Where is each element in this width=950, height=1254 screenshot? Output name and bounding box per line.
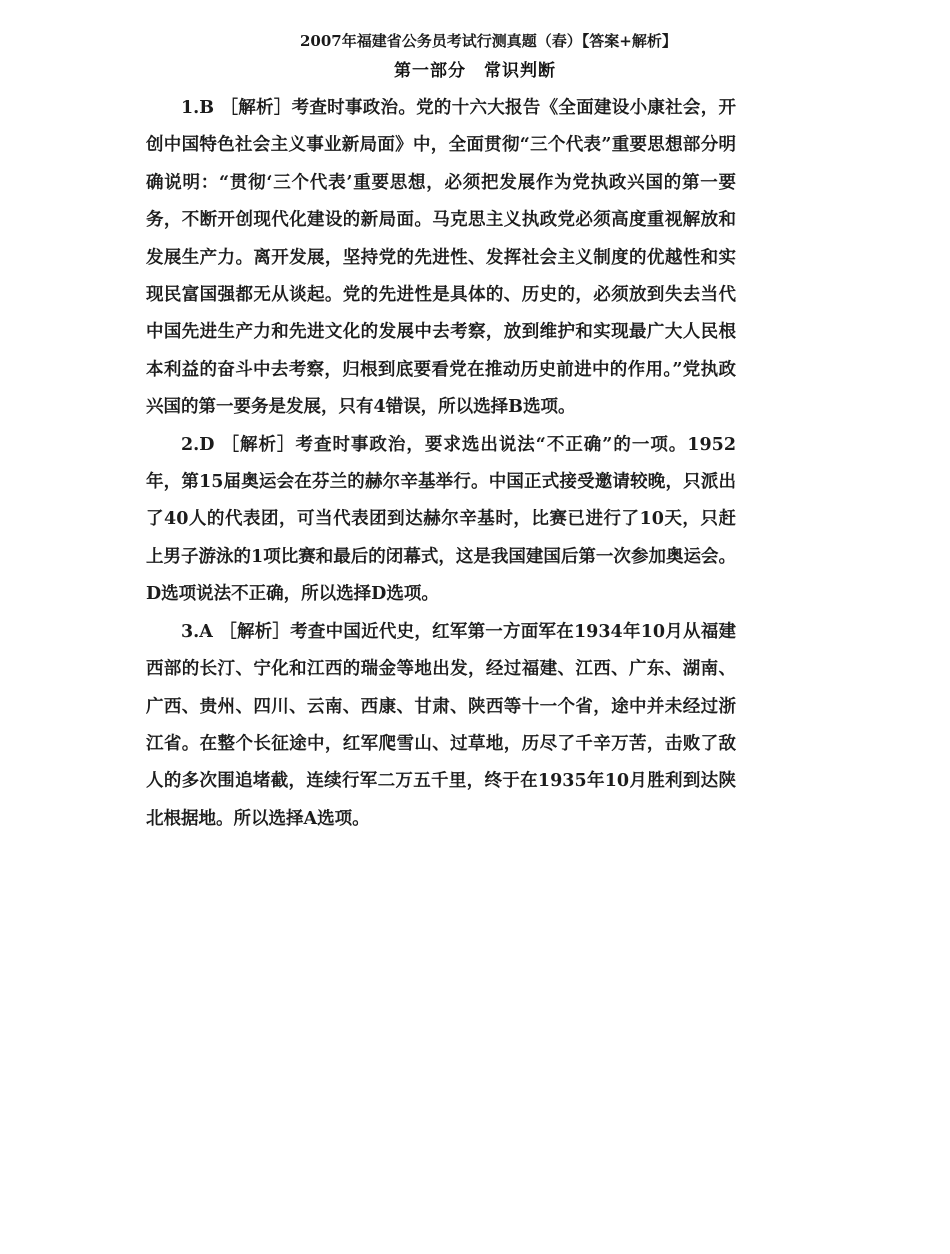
answer-paragraph-2 <box>146 427 736 614</box>
answer-number: 1.B <box>181 98 215 118</box>
answer-text: ［解析］考查时事政治。党的十六大报告《全面建设小康社会，开创中国特色社会主义事业新局面》中，全面贯彻“三个代表”重要思想部分明确说明：“贯彻‘三个代表’重要思想，必须把发展作为党执政兴国的第一要务，不断开创现代化建设的新局面。马克思主义执政党必须高度重视解放和发展生产力。离开发展，坚持党的先进性、发挥社会主义制度的优越性和实现民富国强都无从谈起。党的先进性是具体的、历史的，必须放到失去当代中国先进生产力和先进文化的发展中去考察，放到维护和实现最广大人民根本利益的奋斗中去考察，归根到底要看党在推动历史前进中的作用。”党执政兴国的第一要务是发展，只有4错误，所以选择B选项。 <box>146 98 737 418</box>
answer-paragraph-3 <box>146 614 736 838</box>
answer-number: 2.D <box>181 434 215 455</box>
answer-number: 3.A <box>181 621 213 642</box>
answer-body <box>146 90 736 838</box>
answer-paragraph-1 <box>146 90 736 427</box>
answer-text: ［解析］考查中国近代史，红军第一方面军在1934年10月从福建西部的长汀、宁化和江西的瑞金等地出发，经过福建、江西、广东、湖南、广西、贵州、四川、云南、西康、甘肃、陕西等十一个省，途中并未经过浙江省。在整个长征途中，红军爬雪山、过草地，历尽了千辛万苦，击败了敌人的多次围追堵截，连续行军二万五千里，终于在1935年10月胜利到达陕北根据地。所以选择A选项。 <box>146 621 737 829</box>
answer-text: ［解析］考查时事政治，要求选出说法“不正确”的一项。1952年，第15届奥运会在芬兰的赫尔辛基举行。中国正式接受邀请较晚，只派出了40人的代表团，可当代表团到达赫尔辛基时，比赛已进行了10天，只赶上男子游泳的1项比赛和最后的闭幕式，这是我国建国后第一次参加奥运会。D选项说法不正确，所以选择D选项。 <box>146 434 736 605</box>
section-title: 第一部分 常识判断 <box>394 61 556 81</box>
document-header: 2007年福建省公务员考试行测真题（春）【答案+解析】 <box>300 32 677 50</box>
